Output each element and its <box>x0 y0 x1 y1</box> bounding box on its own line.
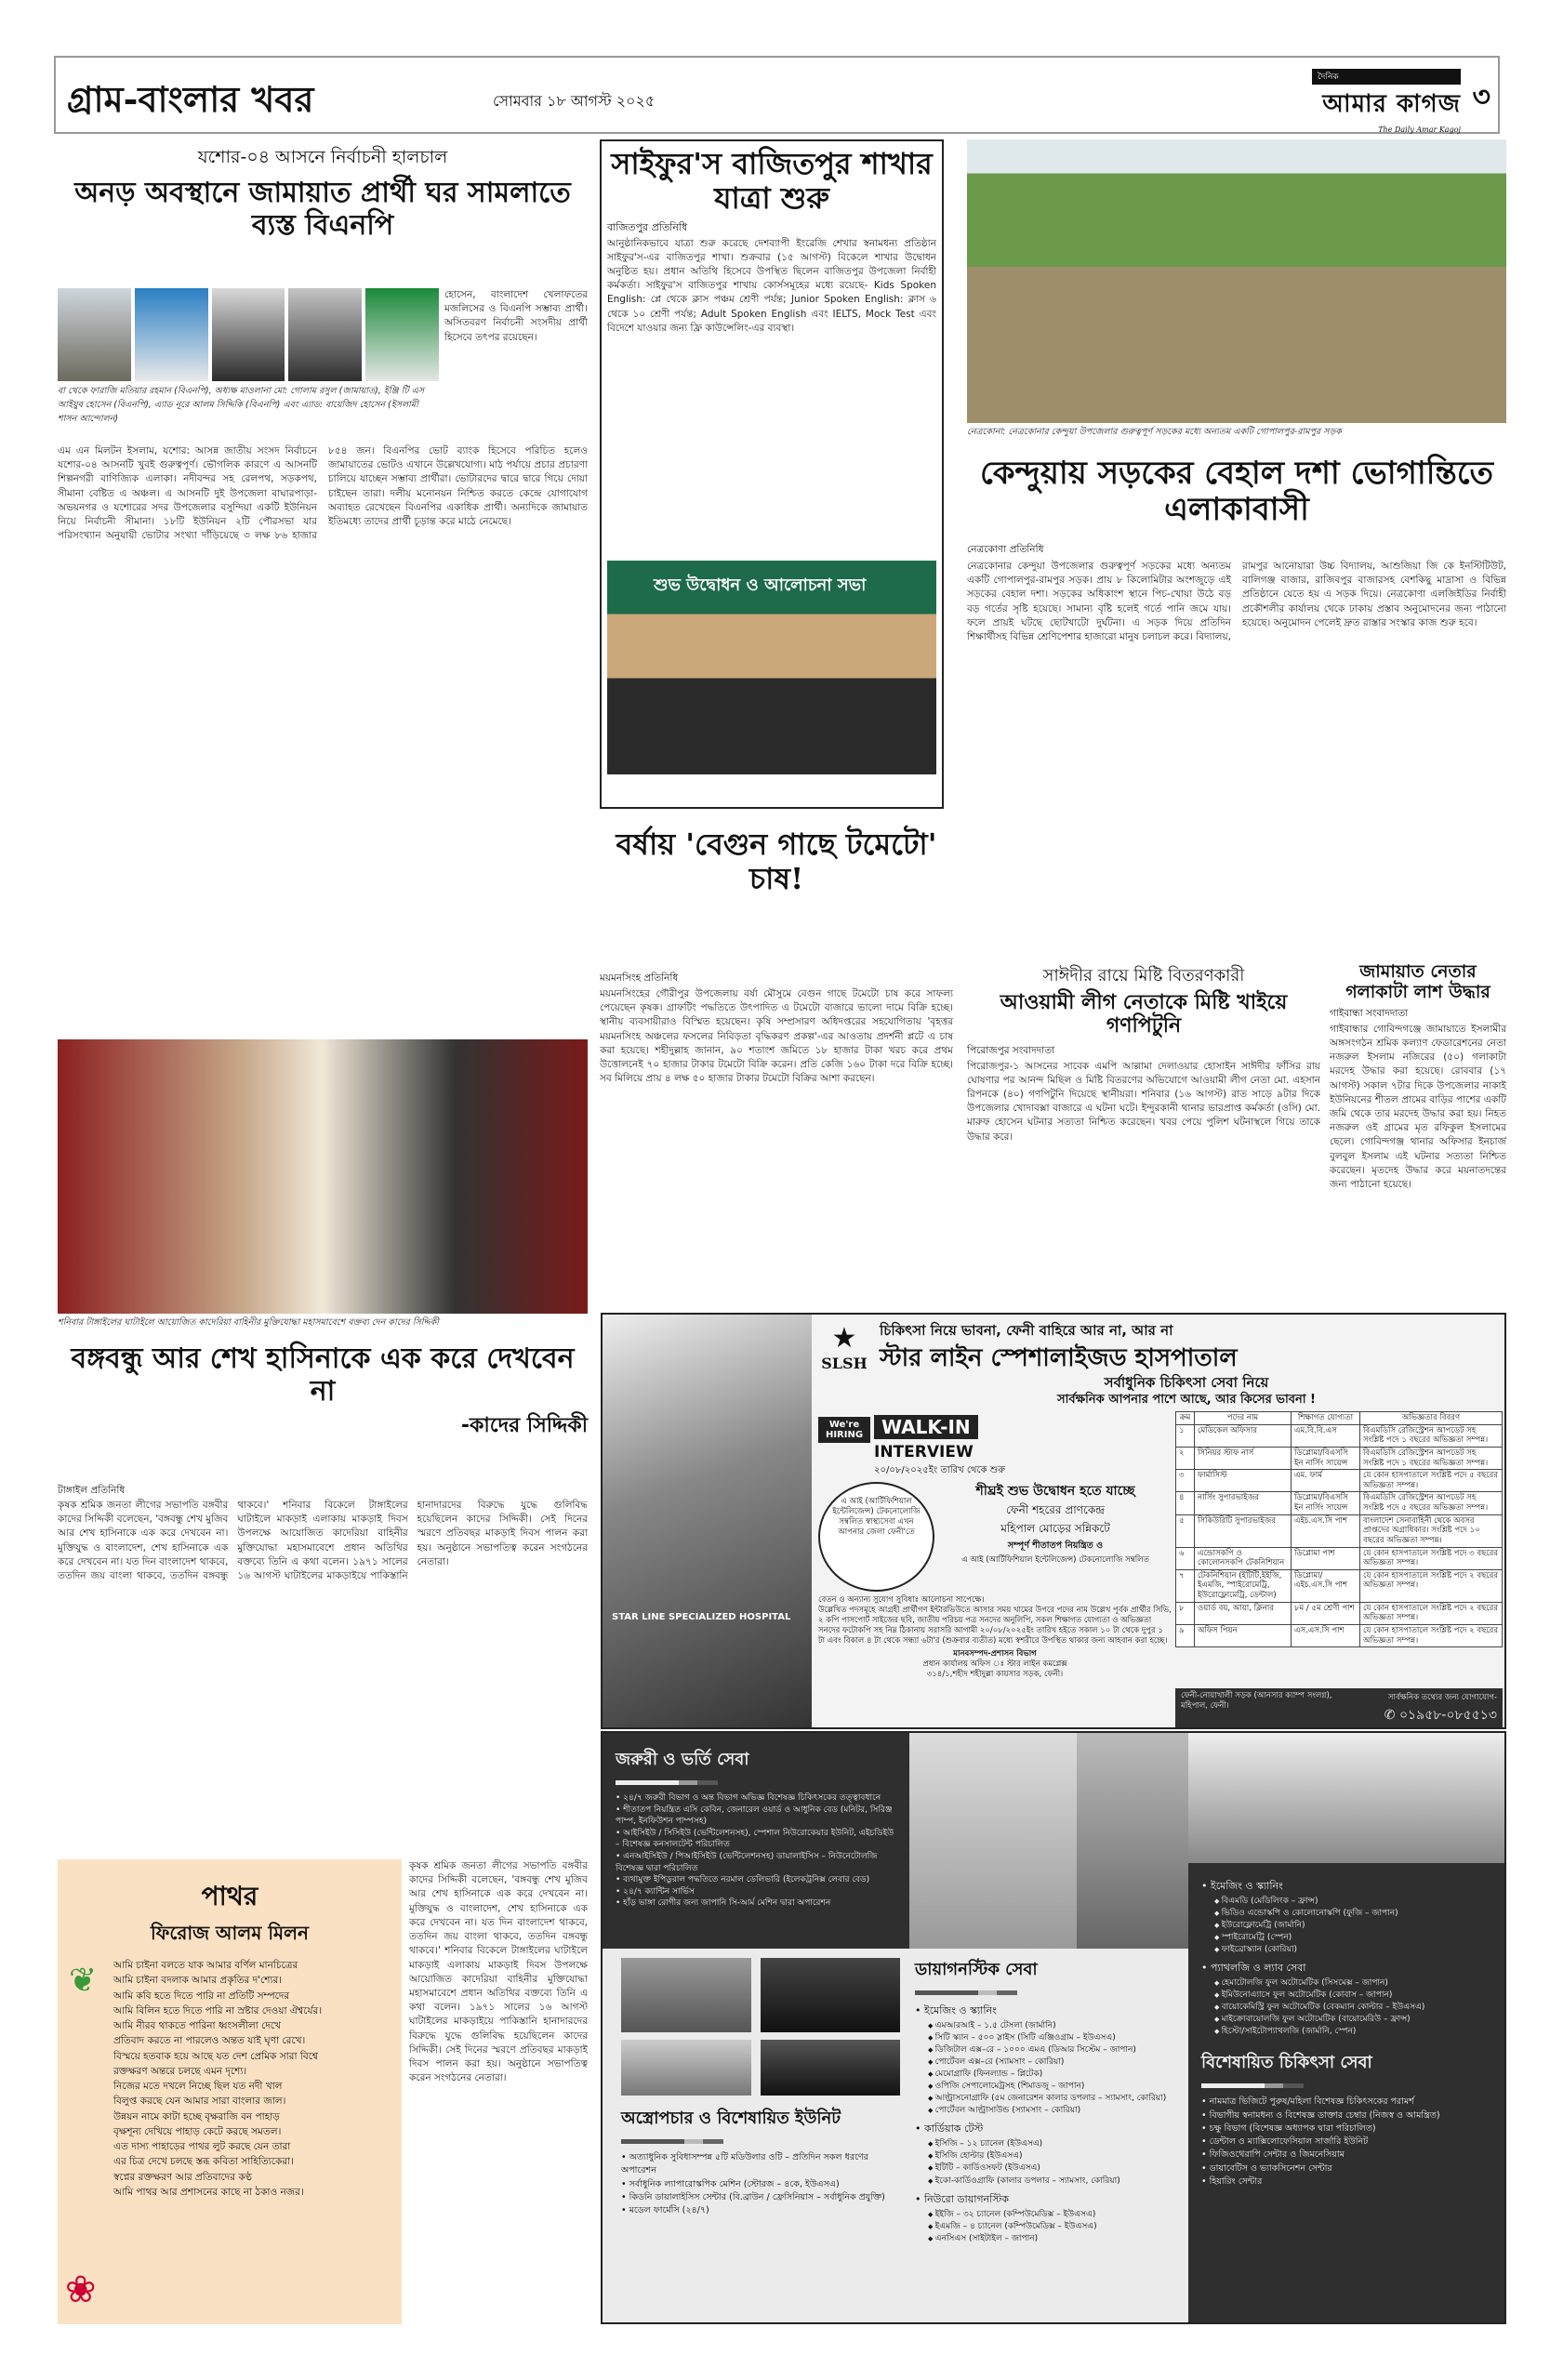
diagnostic-panel <box>915 1956 1185 2245</box>
slsh-logo <box>816 1322 872 1372</box>
table-cell: নার্সিং সুপারভাইজর <box>1195 1492 1292 1514</box>
poem-line: এত দাস্য পাহাড়ের পাথর লুট করছে যেন তারা <box>113 2141 291 2153</box>
table-cell: মেডিকেল অফিসার <box>1195 1424 1292 1447</box>
story-kicker: যশোর-০৪ আসনে নির্বাচনী হালচাল <box>197 147 448 167</box>
head-office: প্রধান কার্যালয় অফিস ঃ স্টার লাইন কমপ্লেক্স <box>922 1659 1067 1670</box>
poem-line: বিস্ময়ে হতবাক হয়ে আছে যত দেশ প্রেমিক সারা বিশ্বে <box>113 2050 318 2062</box>
story-byline: টাঙ্গাইল প্রতিনিধি <box>58 1485 126 1496</box>
event-banner: শুভ উদ্বোধন ও আলোচনা সভা <box>654 575 867 595</box>
emergency-panel <box>603 1733 909 1949</box>
diagnostic-groups <box>915 2003 1185 2245</box>
table-cell: ওয়ার্ড বয়, আয়া, ক্লিনার <box>1195 1602 1292 1624</box>
jobs-table <box>1175 1411 1503 1647</box>
phone-icon: ✆ <box>1384 1708 1399 1723</box>
service-subitem: ◆ আল্ট্রাসনোগ্রাফি (৫ম জেনারেশন কালার ডপলার – স্যামসাং, কোরিয়া) <box>928 2093 1185 2105</box>
table-row <box>1176 1447 1503 1469</box>
service-item: • শীতাতপ নিয়ন্ত্রিত এসি কেবিন, জেনারেল ওয়ার্ড ও আধুনিক বেড (মনিটর, সিরিঞ্জ পাম্প, ইনফিউশন পাম্পসহ) <box>616 1805 896 1828</box>
story-byline: গাইবান্ধা সংবাদদাতা <box>1330 1007 1409 1019</box>
story-kicker: সাঈদীর রায়ে মিষ্টি বিতরণকারী <box>1042 966 1245 985</box>
hospital-building-image <box>603 1315 812 1729</box>
poem-line: আমি কবি হতে দিতে পারি না প্রতিটি সম্পদের <box>113 1990 290 2002</box>
story-jessore <box>58 144 588 242</box>
story-body: আনুষ্ঠানিকভাবে যাত্রা শুরু করেছে দেশব্যাপী ইংরেজি শেখার স্বনামধন্য প্রতিষ্ঠান সাইফুর'স-এর বাজিতপুর শাখা। শুক্রবার (১৫ আগস্ট) বিকেলে শাখার উদ্বোধন অনুষ্ঠিত হয়। প্রধান অতিথি হিসেবে উপস্থিত ছিলেন বাজিতপুর উপজেলা নির্বাহী কর্মকর্তা। সাইফুর'স বাজিতপুর শাখায় কোর্সসমূহের মধ্যে রয়েছে- Kids Spoken English: প্লে থেকে ক্লাস পঞ্চম শ্রেণী পর্যন্ত; Junior Spoken English: ক্লাস ৬ থেকে ১০ শ্রেণী পর্যন্ত; Adult Spoken English এবং IELTS, Mock Test এবং বিদেশে যাওয়ার জন্য ফ্রি কাউন্সেলিং-এর ব্যবস্থা। <box>607 237 936 334</box>
service-subitem: ◆ ইমিউনোএ্যাসে ফুল অটোমেটিক (কোবাস – জাপান) <box>1214 1990 1493 2002</box>
service-item: • আইসিইউ / সিসিইউ (ভেন্টিলেশনসহ), স্পেশাল নিউরোকেয়ার ইউনিট, এইচডিইউ – বিশেষজ্ঞ কনসালটেন্ট পরিচালিত <box>616 1828 896 1851</box>
photo-caption: শনিবার টাঙ্গাইলের ঘাটাইলে আয়োজিত কাদেরিয়া বাহিনীর মুক্তিযোদ্ধা মহাসমাবেশে বক্তব্য দেন কাদের সিদ্দিকী <box>58 1317 439 1328</box>
section-title: গ্রাম-বাংলার খবর <box>67 78 314 120</box>
table-cell: ডিপ্লোমা/বিএসসি ইন নার্সিং সায়েন্স <box>1292 1492 1360 1514</box>
candidate-photo <box>58 288 131 381</box>
poem-line: বিলুপ্ত করছে যেন আমার সারা বাংলার জাল। <box>113 2096 286 2108</box>
road-photo <box>967 139 1506 423</box>
title-underline <box>915 1990 1017 1995</box>
table-header-cell: অভিজ্ঞতার বিবরণ <box>1360 1412 1503 1425</box>
table-cell: বিএমডিসি রেজিস্ট্রেশন আপডেট সহ সংশ্লিষ্ট পদে ৫ বছরের অভিজ্ঞতা সম্পন্ন। <box>1360 1492 1503 1514</box>
title-underline <box>1201 2083 1304 2088</box>
candidate-photo <box>135 288 208 381</box>
story-body: এম এন মিলটন ইসলাম, যশোর: আসন্ন জাতীয় সংসদ নির্বাচনে যশোর-০৪ আসনটি খুবই গুরুত্বপূর্ণ। ভৌগলিক কারণে এ আসনটি শিল্পনগরী বাণিজ্যিক এলাকা। নদীবন্দর সহ রেলপথ, সড়কপথ, সীমানা বেষ্টিত এ অঞ্চল। এ আসনটি দুই উপজেলা বাঘারপাড়া-অভয়নগর ও যশোরের সদর উপজেলার বসুন্দিয়া একটি ইউনিয়ন নিয়ে নির্বাচনী সীমানা। ১৮টি ইউনিয়ন ২টি পৌরসভা যার পরিসংখ্যান অনুযায়ী ভোটার সংখ্যা দাঁড়িয়েছে ৩ লক্ষ ৮৬ হাজার ৮৫৪ জন। বিএনপির ভোট ব্যাংক হিসেবে পরিচিত হলেও জামায়াতের ভোটও এখানে উল্লেখযোগ্য। মাঠ পর্যায়ে প্রচার প্রচারণা চালিয়ে যাচ্ছেন সম্ভাব্য প্রার্থীরা। ভোটারদের দ্বারে দ্বারে গিয়ে দোয়া চাইছেন তারা। দলীয় মনোনয়ন নিশ্চিত করতে কেন্দ্রে যোগাযোগ অব্যাহত রেখেছেন বিএনপির একাধিক প্রার্থী। অন্যদিকে জামায়াত ইতিমধ্যে তাদের প্রার্থী চূড়ান্ত করে মাঠে নেমেছে। <box>58 445 588 542</box>
table-cell: যে কোন হাসপাতালে সংশ্লিষ্ট পদে ৫ বছরের অভিজ্ঞতা সম্পন্ন। <box>1360 1470 1503 1492</box>
ai-burst: এ আই (আর্টিফিশিয়াল ইন্টেলিজেন্স) টেকনোলোজি সম্বলিত স্বাস্থ্যসেবা এখন আপনার জেলা ফেনী'তে <box>818 1482 934 1592</box>
table-cell: সিকিউরিটি সুপারভাইজর <box>1195 1514 1292 1547</box>
inauguration-photo <box>607 561 936 774</box>
story-headline: বর্ষায় 'বেগুন গাছে টমেটো' চাষ! <box>616 826 937 896</box>
xray-photo <box>761 1958 900 2032</box>
story-pirojpur <box>967 962 1320 1306</box>
service-subitem: ◆ মাইক্রোবায়োলজি ফুল অটোমেটিক (বায়োমেরিউ – ফ্রান্স) <box>1214 2014 1493 2026</box>
hiring-badge: We're HIRING <box>818 1417 870 1443</box>
story-byline: পিরোজপুর সংবাদদাতা <box>967 1044 1055 1056</box>
service-item: • সর্বাধুনিক ল্যাপারোস্কপিক মেশিন (স্টোরজ – ৪কে, ইউএসএ) <box>621 2178 900 2191</box>
service-subitem: ◆ ইউরোফ্লোমেট্রি (জার্মানি) <box>1214 1920 1493 1932</box>
table-row <box>1176 1569 1503 1602</box>
story-headline: জামায়াত নেতার গলাকাটা লাশ উদ্ধার <box>1345 962 1490 1002</box>
service-subitem: ◆ হিস্টো/সাইটোপ্যাথলজি (জার্মানি, স্পেন) <box>1214 2026 1493 2038</box>
poem-line: আমি নীরব থাকতে পারিনা ধ্বংসলীলা দেখে <box>113 2020 281 2032</box>
story-body: পিরোজপুর-১ আসনের সাবেক এমপি আল্লামা দেলাওয়ার হোসাইন সাঈদীর ফাঁসির রায় ঘোষণার পর আনন্দ মিছিল ও মিষ্টি বিতরণের অভিযোগে আওয়ামী লীগ নেতা মো. এহসান রিপনকে (৪০) গণপিটুনি দিয়েছে স্থানীয়রা। শনিবার (১৬ আগস্ট) রাত সাড়ে ৯টার দিকে উপজেলার খোদাবক্সা বাজারে এ ঘটনা ঘটে। ইন্দুরকানী থানার ভারপ্রাপ্ত কর্মকর্তা (ওসি) মো. মারুফ হোসেন ঘটনার সত্যতা নিশ্চিত করেছেন। খবর পেয়ে পুলিশ ঘটনাস্থলে গিয়ে তাকে উদ্ধার করে। <box>967 1060 1320 1143</box>
poem-line: স্বপ্নের রক্তক্ষরণ আর প্রতিবাদের কণ্ঠ <box>113 2171 253 2183</box>
story-byline: বাজিতপুর প্রতিনিধি <box>607 220 688 233</box>
poem-line: রক্তক্ষরণ অন্তরে চলছে এমন দৃশ্যে। <box>113 2065 247 2077</box>
story-attribution: -কাদের সিদ্দিকী <box>460 1414 588 1437</box>
poem-author: ফিরোজ আলম মিলন <box>151 1922 309 1944</box>
application-info <box>818 1595 1172 1680</box>
title-underline <box>621 2139 723 2144</box>
service-subitem: ◆ স্পাইরোমেট্রি (স্পেন) <box>1214 1932 1493 1944</box>
poem-line: বৃক্ষশূন্য দেখিয়ে পাহাড় কেটে করছে সমতল। <box>113 2125 282 2137</box>
table-cell: বিএমডিসি রেজিস্ট্রেশন আপডেট সহ সংশ্লিষ্ট পদে ১ বছরের অভিজ্ঞতা সম্পন্ন। <box>1360 1424 1503 1447</box>
table-cell: ৬ <box>1176 1547 1195 1569</box>
imaging-panel <box>1188 1863 1506 2324</box>
table-cell: বাংলাদেশ সেনাবাহিনী থেকে অবসর প্রাপ্তদের অগ্রাধিকার। সংশ্লিষ্ট পদে ১০ বছরের অভিজ্ঞতা সম্পন্ন। <box>1360 1514 1503 1547</box>
candidate-photos <box>58 288 439 381</box>
service-item: • অত্যাধুনিক সুবিধাসম্পন্ন ৫টি মডিউলার ওটি – প্রতিদিন সকল ধরণের অপারেশন <box>621 2151 900 2178</box>
table-cell: ৩ <box>1176 1470 1195 1492</box>
jobs-table-header <box>1176 1412 1503 1425</box>
photo-caption: বা থেকে ফারাজি মতিয়ার রহমান (বিএনপি), অধ্যক্ষ মাওলানা মো: গোলাম রসুল (জামায়াত), ইঞ্জি টি এস আইয়ুব হোসেন (বিএনপি), এ্যাড নূরে আলম সিদ্দিকি (বিএনপি) এবং এ্যাড: বায়েজিদ হোসেন (ইসলামী শাসন আন্দোলন) <box>58 386 425 424</box>
surgery-panel <box>621 2105 900 2217</box>
table-cell: যে কোন হাসপাতালে সংশ্লিষ্ট পদে ২ বছরের অভিজ্ঞতা সম্পন্ন। <box>1360 1624 1503 1646</box>
service-subitem: ◆ বায়োকেমিস্ট্রি ফুল অটোমেটিক (বেকম্যান কোল্টার – ইউএসএ) <box>1214 2002 1493 2014</box>
service-item: • ব্যথামুক্ত ইপিডুরাল পদ্ধতিতে নরমাল ডেলিভারি (ইলেকট্রনিক্স লেবার বেড) <box>616 1874 896 1886</box>
table-cell: ৭ <box>1176 1569 1195 1602</box>
table-cell: সিনিয়র স্টাফ নার্স <box>1195 1447 1292 1469</box>
rally-photo <box>58 1039 588 1314</box>
service-subitem: ◆ পোর্টেবল আল্ট্রাসাউন্ড (স্যামসাং – কোরিয়া) <box>928 2105 1185 2117</box>
masthead <box>54 56 1500 134</box>
service-item: • বিভাগীয় স্বনামধন্য ও বিশেষজ্ঞ ডাক্তার চেম্বার (নিজস্ব ও আমন্ত্রিত) <box>1201 2109 1493 2122</box>
opening-line-2: ফেনী শহরের প্রাণকেন্দ্র <box>1006 1503 1105 1516</box>
logo-text: SLSH <box>821 1355 868 1372</box>
surgery-photo <box>1077 1733 1188 1949</box>
story-headline: অনড় অবস্থানে জামায়াত প্রার্থী ঘর সামলাতে ব্যস্ত বিএনপি <box>74 177 571 242</box>
story-headline: বঙ্গবন্ধু আর শেখ হাসিনাকে এক করে দেখবেন না <box>71 1342 575 1408</box>
table-row <box>1176 1470 1503 1492</box>
table-cell: ২ <box>1176 1447 1195 1469</box>
service-group-title: • ইমেজিং ও স্ক্যানিং <box>1201 1880 1283 1892</box>
imaging-groups <box>1201 1878 1493 2038</box>
newspaper-logo <box>1312 65 1490 134</box>
candidate-photo <box>212 288 285 381</box>
phone-number <box>1384 1704 1497 1726</box>
title-underline <box>616 1780 718 1785</box>
mri-photo <box>1188 1733 1506 1863</box>
poem-line: আমি চাইনা বলতে যাক আমার বর্ণিল মানচিত্রের <box>113 1960 298 1971</box>
head-office-address: ৩১৪/১,শহীদ শহীদুল্লা কায়সার সড়ক, ফেনী। <box>926 1670 1064 1680</box>
slogan-line-1: সর্বাধুনিক চিকিৎসা সেবা নিয়ে <box>1104 1374 1269 1391</box>
interview-label: INTERVIEW <box>874 1443 974 1461</box>
service-subitem: ◆ ইএমজি – ৪ চ্যানেল (কম্পিউমেডিক্স – ইউএসএ) <box>928 2221 1185 2233</box>
service-item: • ডেন্টাল ও ম্যাক্সিলোফেসিয়াল সার্জারি ইউনিট <box>1201 2135 1493 2149</box>
endoscopy-photo <box>761 2040 900 2096</box>
instructions: উল্লেখিত পদসমূহে আগ্রহী প্রার্থীগণ ইন্টারভিউতে আসার সময় খামের উপরে পদের নাম উল্লেখ পূর্বক প্রার্থীর সিভি, ২ কপি পাসপোর্ট সাইজের ছবি, জাতীয় পরিচয় পত্র সনদের অনুলিপি, সকল শিক্ষাগত যোগ্যতা ও অভিজ্ঞতা সনদের ফটোকপি সহ নিম্ন ঠিকানায় সরাসরি আগামী ২০/০৮/২০২৫ইং তারিখ হইতে সকাল ১০ টা থেকে দুপুর ১ টা এবং বিকাল ৪ টা থেকে সন্ধ্যা ৬টা'র (শুক্রবার ব্যতীত) মধ্যে স্বশরীরে উপস্থিত থাকার জন্য আহবান করা হচ্ছে। <box>818 1606 1172 1646</box>
emergency-title: জরুরী ও ভর্তি সেবা <box>616 1750 749 1769</box>
specialized-title: বিশেষায়িত চিকিৎসা সেবা <box>1201 2053 1372 2073</box>
table-cell: ডিপ্লোমা/বিএসসি ইন নার্সিং সায়েন্স <box>1292 1447 1360 1469</box>
opening-line-1: শীঘ্রই শুভ উদ্বোধন হতে যাচ্ছে <box>975 1484 1135 1499</box>
poem-line: প্রতিবাদ করতে না পারলেও অন্তত যাই ঘৃণা রেখে। <box>113 2035 306 2047</box>
table-cell: ৯ <box>1176 1624 1195 1646</box>
table-row <box>1176 1624 1503 1646</box>
logo-name: আমার কাগজ <box>1322 90 1461 118</box>
hr-dept: মানবসম্পদ-প্রশাসন বিভাগ <box>953 1649 1037 1659</box>
table-cell: টেকনিশিয়ান (ইটিটি,ইইজি, ইএমজি, স্পাইরোমেট্রি, ইউরোফ্লোমেট্রি, ডেন্টাল) <box>1195 1569 1292 1602</box>
story-gaibandha <box>1330 962 1506 1306</box>
service-sublist <box>915 2020 1185 2117</box>
opening-line-5: এ আই (আর্টিফিশিয়াল ইন্টেলিজেন্স) টেকনোলোজি সম্বলিত <box>961 1555 1149 1565</box>
table-cell: বিএমডিসি রেজিস্ট্রেশন আপডেট সহ সংশ্লিষ্ট পদে ১ বছরের অভিজ্ঞতা সম্পন্ন। <box>1360 1447 1503 1469</box>
story-body: ময়মনসিংহের গৌরীপুর উপজেলায় বর্ষা মৌসুমে বেগুন গাছে টমেটো চাষ করে সাফল্য পেয়েছেন কৃষক। গ্রাফটিং পদ্ধতিতে উৎপাদিত এ টমেটো বাজারে ভালো দামে বিক্রি হচ্ছে। স্থানীয় ব্যবসায়ীরাও বিস্মিত হয়েছেন। কৃষি সম্প্রসারণ অধিদপ্তরের সহযোগিতায় 'বৃহত্তর ময়মনসিংহ অঞ্চলের ফসলের নিবিড়তা বৃদ্ধিকরণ প্রকল্প'-এর আওতায় প্রদর্শনী প্লটে এ চাষ করা হয়েছে। শহীদুল্লাহ জানান, ৯০ শতাংশ জমিতে ১৮ হাজার টাকা খরচ করে প্রথম উত্তোলনেই ৭০ হাজার টাকার টমেটো বিক্রি করেন। প্রতি কেজি ১৬০ টাকা দরে বিক্রি হচ্ছে। সব মিলিয়ে প্রায় ৪ লক্ষ ৫০ হাজার টাকার টমেটো বিক্রির আশা করছেন। <box>600 988 953 1085</box>
service-subitem: ◆ মেমোগ্রাফি (ফিনল্যান্ড – প্লিটেক) <box>928 2069 1185 2081</box>
poem-line: আমি পাথর আর প্রশাসনের কাছে না ঠকাও নজর। <box>113 2186 304 2198</box>
service-subitem: ◆ ভিডিও এন্ডোস্কপি ও কোলোনোস্কপি (ফুজি – জাপান) <box>1214 1908 1493 1920</box>
page-number: ৩ <box>1472 81 1490 113</box>
service-item: • এনআইসিইউ / পিআইসিইউ (ভেন্টিলেশনসহ) ডায়ালাইসিস – নিউনেটোলজি বিশেষজ্ঞ দ্বারা পরিচালিত <box>616 1851 896 1874</box>
contact-bar <box>1175 1688 1503 1727</box>
story-headline: সাইফুর'স বাজিতপুর শাখার যাত্রা শুরু <box>611 146 933 216</box>
service-item: • ডায়াবেটিস ও ভ্যাকসিনেশন সেন্টার <box>1201 2162 1493 2175</box>
table-cell: যে কোন হাসপাতালে সংশ্লিষ্ট পদে ২ বছরের অভিজ্ঞতা সম্পন্ন। <box>1360 1569 1503 1602</box>
poem-line: নিজের মতে দখলে নিচ্ছে ছিল যত নদী খাল <box>113 2081 283 2093</box>
table-header-cell: পদের নাম <box>1195 1412 1292 1425</box>
table-cell: ৮ <box>1176 1602 1195 1624</box>
poem-line: এর চিত্র দেখে চলছে স্তব্ধ কবিতা সাহিত্যিকেরা। <box>113 2156 294 2168</box>
jobs-table-body <box>1176 1424 1503 1647</box>
table-header-cell: ক্রম <box>1176 1412 1195 1425</box>
star-icon: ★ <box>831 1322 857 1355</box>
service-sublist <box>915 2138 1185 2187</box>
service-subitem: ◆ ইসিজি হোল্টার (ইউএসএ) <box>928 2150 1185 2162</box>
logo-top: দৈনিক <box>1312 69 1461 85</box>
table-cell: এন্ডোসকপি ও কোলোনসকপি টেকনিশিয়ান <box>1195 1547 1292 1569</box>
opening-line-4: সম্পূর্ণ শীতাতপ নিয়ন্ত্রিত ও <box>1007 1540 1104 1551</box>
service-subitem: ◆ বিএমডি (মেডিলিংক – ফ্রান্স) <box>1214 1896 1493 1908</box>
service-subitem: ◆ ইসিজি – ১২ চ্যানেল (ইউএসএ) <box>928 2138 1185 2150</box>
ward-photo <box>621 1958 751 2032</box>
logo-english: The Daily Amar Kagoj <box>1378 126 1461 134</box>
story-side-text: হোসেন, বাংলাদেশ খেলাফতের মজলিসের ও বিএনপি সম্ভাব্য প্রার্থী। অসিতবরণ নির্বাচনী সংসদীয় প্রার্থী হিসেবে তৎপর রয়েছেন। <box>444 289 588 343</box>
story-headline: আওয়ামী লীগ নেতাকে মিষ্টি খাইয়ে গণপিটুনি <box>1000 990 1288 1038</box>
table-cell: ৪ <box>1176 1492 1195 1514</box>
service-item: • মডেল ফার্মেসি (২৪/৭) <box>621 2204 900 2217</box>
table-row <box>1176 1602 1503 1624</box>
jobs-table-wrap <box>1175 1411 1503 1647</box>
service-item: • কিডনি ডায়ালাইসিস সেন্টার (বি.ব্রাউন / ফ্রেসিনিয়াস – সর্বাধুনিক প্রযুক্তি) <box>621 2191 900 2204</box>
poem-line: উন্নয়ন নামে কাটা হচ্ছে বৃক্ষরাজি বন পাহাড় <box>113 2110 280 2122</box>
slogan-line-2: সার্বক্ষনিক আপনার পাশে আছে, আর কিসের ভাবনা ! <box>1056 1393 1316 1407</box>
story-byline: নেত্রকোণা প্রতিনিধি <box>967 544 1044 555</box>
story-byline: ময়মনসিংহ প্রতিনিধি <box>600 972 679 984</box>
story-headline: কেন্দুয়ায় সড়কের বেহাল দশা ভোগান্তিতে এলাকাবাসী <box>979 455 1494 529</box>
service-subitem: ◆ ইইজি – ৩২ চ্যানেল (কম্পিউমেডিক্স – ইউএসএ) <box>928 2209 1185 2221</box>
leaf-icon: ❦ <box>69 1962 98 2000</box>
service-item: • ২৪/৭ জরুরী বিভাগ ও অন্ত বিভাগ অভিজ্ঞ বিশেষজ্ঞ চিকিৎসকের তত্ত্বাবধানে <box>616 1792 896 1805</box>
service-item: • চক্ষু বিভাগ (বিশেষজ্ঞ অধ্যাপক দ্বারা পরিচালিত) <box>1201 2122 1493 2135</box>
service-subitem: ◆ এনসিএস (সাইটাইল – জাপান) <box>928 2233 1185 2245</box>
service-subitem: ◆ ওপিজি সেপালোমেট্রসহ (শিমাডজু – জাপান) <box>928 2081 1185 2093</box>
service-item: • ফিজিওথেরাপি সেন্টার ও জিমনেসিয়াম <box>1201 2149 1493 2162</box>
table-cell: ৫ <box>1176 1514 1195 1547</box>
poem-line: আমি চাইনা বদলাক আমার প্রকৃতির দ'শ্যের। <box>113 1975 283 1987</box>
table-row <box>1176 1492 1503 1514</box>
service-sublist <box>1201 1896 1493 1956</box>
table-cell: এইচ.এস.সি পাশ <box>1292 1514 1360 1547</box>
ad-tagline: চিকিৎসা নিয়ে ভাবনা, ফেনী বাহিরে আর না, আর না <box>880 1322 1173 1339</box>
service-item: • নামমাত্র ভিজিটে পুরুষ/মহিলা বিশেষজ্ঞ চিকিৎসকের পরামর্শ <box>1201 2096 1493 2109</box>
service-group-title: • কার্ডিয়াক টেস্ট <box>915 2122 984 2135</box>
diagnostic-title: ডায়াগনস্টিক সেবা <box>915 1960 1038 1979</box>
service-subitem: ◆ ডিজিটাল এক্স–রে – ১০০০ এমএ (ডিআর সিস্টেম – জাপান) <box>928 2044 1185 2056</box>
poem-title: পাথর <box>201 1881 258 1911</box>
poem-box <box>58 1859 402 2324</box>
lab-photo <box>909 1733 1077 1949</box>
table-cell: এস.এস.সি পাশ <box>1292 1624 1360 1646</box>
phone-value: ০১৯৫৮-০৮৫৫১৩ <box>1398 1708 1497 1723</box>
service-subitem: ◆ ইটিটি – কার্ডিওসফট (ইউএসএ) <box>928 2162 1185 2175</box>
service-subitem: ◆ হেমাটোলজি ফুল অটোমেটিক (সিসমেক্স – জাপান) <box>1214 1977 1493 1990</box>
service-group-title: • প্যাথলজি ও ল্যাব সেবা <box>1201 1962 1306 1975</box>
service-item: • হিয়ারিং সেন্টার <box>1201 2175 1493 2188</box>
table-cell: যে কোন হাসপাতালে সংশ্লিষ্ট পদে ৩ বছরের অভিজ্ঞতা সম্পন্ন। <box>1360 1547 1503 1569</box>
rose-icon: ❀ <box>65 2268 97 2311</box>
walkin-label: WALK-IN <box>874 1415 978 1439</box>
opening-line-3: মহিপাল মোড়ের সন্নিকটে <box>1000 1522 1110 1535</box>
service-sublist <box>915 2209 1185 2245</box>
hospital-services-ad <box>601 1731 1506 2324</box>
service-group-title: • নিউরো ডায়াগনস্টিক <box>915 2192 1009 2205</box>
surgery-title: অস্ত্রোপচার ও বিশেষায়িত ইউনিট <box>621 2109 841 2128</box>
table-cell: ফার্মাসিস্ট <box>1195 1470 1292 1492</box>
table-row <box>1176 1547 1503 1569</box>
table-cell: অফিস পিয়ন <box>1195 1624 1292 1646</box>
service-group-title: • ইমেজিং ও স্ক্যানিং <box>915 2004 997 2016</box>
interview-date: ২০/০৮/২০২৫ইং তারিখ থেকে শুরু <box>874 1465 1005 1475</box>
poem-lines <box>58 1950 402 2200</box>
poem-line: আমি বিলিন হতে দিতে পারি না স্রষ্টার দেওয়া ঐশ্বর্যের। <box>113 2004 323 2016</box>
emergency-list <box>616 1792 896 1910</box>
table-cell: যে কোন হাসপাতালে সংশ্লিষ্ট পদে ২ বছরের অভিজ্ঞতা সম্পন্ন। <box>1360 1602 1503 1624</box>
table-row <box>1176 1424 1503 1447</box>
hospital-name: স্টার লাইন স্পেশালাইজড হাসপাতাল <box>880 1344 1238 1372</box>
service-subitem: ◆ এমআরআই – ১.৫ টেসলা (জার্মানি) <box>928 2020 1185 2032</box>
specialized-list <box>1201 2096 1493 2188</box>
candidate-photo <box>288 288 362 381</box>
service-item: • ২৪/৭ ক্যান্টিন সার্ভিস <box>616 1886 896 1898</box>
hospital-address: ফেনী-নোয়াখালী সড়ক (আনসার ক্যাম্প সংলগ্ন), মহিপাল, ফেনী। <box>1181 1691 1332 1712</box>
opening-block <box>939 1480 1172 1567</box>
salary-note: বেতন ও অন্যান্য সুযোগ সুবিধাঃ আলোচনা সাপেক্ষে। <box>818 1595 985 1605</box>
issue-date: সোমবার ১৮ আগস্ট ২০২৫ <box>493 92 656 110</box>
service-item: • হাঁড় ভাঙ্গা রোগীর জন্য জাপানি সি-আর্ম মেশিন দ্বারা অপারেশন <box>616 1897 896 1910</box>
table-cell: ১ <box>1176 1424 1195 1447</box>
ot-photo <box>621 2040 751 2096</box>
service-subitem: ◆ ফাইব্রোস্ক্যান (কোরিয়া) <box>1214 1944 1493 1956</box>
story-body: নেত্রকোনার কেন্দুয়া উপজেলার গুরুত্বপূর্ণ সড়কের মধ্যে অন্যতম একটি গোপালপুর-রামপুর সড়ক। প্রায় ৮ কিলোমিটার অংশজুড়ে এই সড়কের বেহাল দশা। সড়কের অধিকাংশ স্থানে পিচ-খোয়া উঠে বড় বড় গর্তের সৃষ্টি হয়েছে। সামান্য বৃষ্টি হলেই গর্তে পানি জমে যায়। ফলে প্রায়ই ঘটছে ছোটখাটো দুর্ঘটনা। এ সড়ক দিয়ে প্রতিদিন শিক্ষার্থীসহ বিভিন্ন শ্রেণিপেশার হাজারো মানুষ চলাচল করে। বিদ্যালয়, রামপুর আনোয়ারা উচ্চ বিদ্যালয়, আশুজিয়া জি কে ইনস্টিটিউট, বালিগঞ্জ বাজার, রাজিবপুর বাজারসহ বেশকিছু মাদ্রাসা ও বিভিন্ন প্রতিষ্ঠানে যেতে হয় এ সড়ক দিয়ে। নেত্রকোণা এলজিইডির নির্বাহী প্রকৌশলীর কার্যালয় থেকে ঢাকায় প্রস্তাব অনুমোদনের জন্য পাঠানো হয়েছে। অনুমোদন পেলেই দ্রুত রাস্তার সংস্কার কাজ শুরু হবে। <box>967 561 1506 643</box>
service-subitem: ◆ ইকো-কার্ডিওগ্রাফি (কালার ডপলার – স্যামসাং, কোরিয়া) <box>928 2175 1185 2188</box>
table-cell: ডিপ্লোমা/ এইচ.এস.সি পাশ <box>1292 1569 1360 1602</box>
table-row <box>1176 1514 1503 1547</box>
surgery-list <box>621 2151 900 2217</box>
service-subitem: ◆ সিটি স্ক্যান – ৫০০ স্লাইস (সিটি এঞ্জিওগ্রাম – ইউএসএ) <box>928 2032 1185 2044</box>
photo-caption: নেত্রকোনা: নেত্রকোনার কেন্দুয়া উপজেলার গুরুত্বপূর্ণ সড়কের মধ্যে অন্যতম একটি গোপালপুর-রামপুর সড়ক <box>967 427 1342 437</box>
table-cell: এম. ফার্ম <box>1292 1470 1360 1492</box>
story-saifurs <box>600 139 944 809</box>
table-cell: ৮ম / ৫ম শ্রেণী পাশ <box>1292 1602 1360 1624</box>
table-cell: ডিপ্লোমা পাশ <box>1292 1547 1360 1569</box>
story-body-continued: কৃষক শ্রমিক জনতা লীগের সভাপতি বঙ্গবীর কাদের সিদ্দিকী বলেছেন, 'বঙ্গবন্ধু শেখ মুজিব আর শেখ হাসিনাকে এক করে দেখবেন না। মুক্তিযুদ্ধ ও বাংলাদেশ, শেখ হাসিনাকে এক করে দেখবেন না। যত দিন বাংলাদেশ থাকবে, ততদিন জয় বাংলা থাকবে, ততদিন বঙ্গবন্ধু থাকবে।' শনিবার বিকেলে টাঙ্গাইলের ঘাটাইলে মাকড়াই এলাকায় মাকড়াই দিবস উপলক্ষে আয়োজিত কাদেরিয়া বাহিনীর মুক্তিযোদ্ধা মহাসমাবেশে প্রধান অতিথির বক্তব্যে তিনি এ কথা বলেন। ১৯৭১ সালের ১৬ আগস্ট ঘাটাইলের মাকড়াইয়ে পাকিস্তানি হানাদারদের বিরুদ্ধে যুদ্ধে গুলিবিদ্ধ হয়েছিলেন কাদের সিদ্দিকী। সেই দিনের স্মরণে প্রতিবছর মাকড়াই দিবস পালন করা হয়। অনুষ্ঠানে সভাপতিত্ব করেন সংগঠনের নেতারা। <box>409 1860 588 2084</box>
table-header-cell: শিক্ষাগত যোগ্যতা <box>1292 1412 1360 1425</box>
story-kader <box>58 1343 588 1444</box>
table-cell: এম.বি.বি.এস <box>1292 1424 1360 1447</box>
candidate-photo <box>365 288 439 381</box>
service-sublist <box>1201 1977 1493 2038</box>
hospital-hiring-ad <box>601 1313 1506 1729</box>
story-body: গাইবান্ধার গোবিন্দগঞ্জে জামায়াতে ইসলামীর অঙ্গসংগঠন শ্রমিক কল্যাণ ফেডারেশনের নেতা নজরুল ইসলাম নজিরের (৫০) গলাকাটা মরদেহ উদ্ধার করা হয়েছে। রোববার (১৭ আগস্ট) সকাল ৭টার দিকে উপজেলার নাকাই ইউনিয়নের শীতল প্রামের বাড়ির পাশের একটি জমি থেকে তার মরদেহ উদ্ধার করা হয়। নিহত নজরুল ওই গ্রামের মৃত রফিকুল ইসলামের ছেলে। গোবিন্দগঞ্জ থানার অফিসার ইনচার্জ বুলবুল ইসলাম এই ঘটনার সত্যতা নিশ্চিত করেছেন। মৃতদেহ উদ্ধার করে ময়নাতদন্তের জন্য পাঠানো হয়েছে। <box>1330 1023 1506 1191</box>
building-sign: STAR LINE SPECIALIZED HOSPITAL <box>612 1612 791 1622</box>
candidates-photo-block <box>58 288 439 427</box>
story-body: কৃষক শ্রমিক জনতা লীগের সভাপতি বঙ্গবীর কাদের সিদ্দিকী বলেছেন, 'বঙ্গবন্ধু শেখ মুজিব আর শেখ হাসিনাকে এক করে দেখবেন না। মুক্তিযুদ্ধ ও বাংলাদেশ, শেখ হাসিনাকে এক করে দেখবেন না। যত দিন বাংলাদেশ থাকবে, ততদিন জয় বাংলা থাকবে, ততদিন বঙ্গবন্ধু থাকবে।' শনিবার বিকেলে টাঙ্গাইলের ঘাটাইলে মাকড়াই এলাকায় মাকড়াই দিবস উপলক্ষে আয়োজিত কাদেরিয়া বাহিনীর মুক্তিযোদ্ধা মহাসমাবেশে প্রধান অতিথির বক্তব্যে তিনি এ কথা বলেন। ১৯৭১ সালের ১৬ আগস্ট ঘাটাইলের মাকড়াইয়ে পাকিস্তানি হানাদারদের বিরুদ্ধে যুদ্ধে গুলিবিদ্ধ হয়েছিলেন কাদের সিদ্দিকী। সেই দিনের স্মরণে প্রতিবছর মাকড়াই দিবস পালন করা হয়। অনুষ্ঠানে সভাপতিত্ব করেন সংগঠনের নেতারা। <box>58 1500 588 1582</box>
contact-label: সার্বক্ষনিক তথ্যের জন্য যোগাযোগ- <box>1387 1693 1497 1702</box>
service-subitem: ◆ পোর্টেবল এক্স–রে (স্যামসাং – কোরিয়া) <box>928 2056 1185 2069</box>
